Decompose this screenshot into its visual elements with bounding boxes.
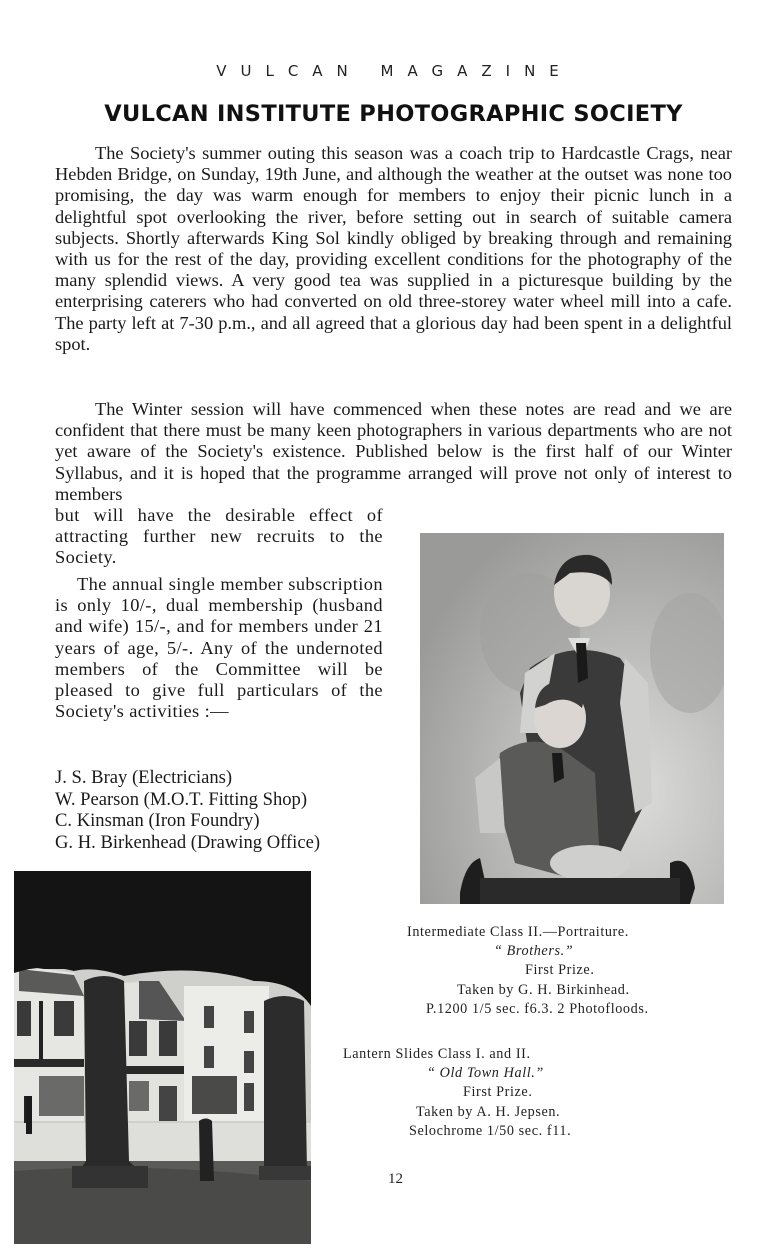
- paragraph-text: The Society's summer outing this season was a coach trip to Hardcastle Crags, near Hebden Bridge, on Sunday, 19th June, and although the weather at the outset was none too promising, the day was warm enough for members to enjoy their picnic lunch in a delightful spot overlooking the river, before setting out in search of suitable camera subjects. Shortly afterwards King Sol kindly obliged by breaking through and remaining with us for the rest of the day, providing excellent conditions for the photography of the many splendid views. A very good tea was supplied in a picturesque building by the enterprising caterers who had converted on old three-storey water wheel mill into a cafe. The party left at 7-30 p.m., and all agreed that a glorious day had been spent in a delightful spot.: [55, 143, 732, 354]
- caption-brothers: [407, 923, 707, 1019]
- article-paragraph-3: [55, 574, 383, 722]
- caption-settings: P.1200 1/5 sec. f6.3. 2 Photofloods.: [426, 1000, 649, 1017]
- caption-award: First Prize.: [463, 1084, 533, 1101]
- photo-brothers: [420, 533, 724, 904]
- article-paragraph-2-continued: [55, 505, 383, 569]
- article-paragraph-2: [55, 399, 732, 505]
- committee-member: W. Pearson (M.O.T. Fitting Shop): [55, 788, 308, 810]
- caption-settings: Selochrome 1/50 sec. f11.: [409, 1122, 572, 1139]
- committee-member: C. Kinsman (Iron Foundry): [55, 810, 260, 831]
- paragraph-text: but will have the desirable effect of attracting further new recruits to the Society.: [55, 505, 383, 568]
- caption-author: Taken by G. H. Birkinhead.: [457, 981, 630, 998]
- committee-member: G. H. Birkenhead (Drawing Office): [55, 831, 321, 853]
- committee-list: [55, 767, 320, 853]
- caption-award: First Prize.: [525, 962, 595, 979]
- committee-member: J. S. Bray (Electricians): [55, 767, 233, 788]
- town-hall-image: [14, 871, 311, 1244]
- photo-old-town-hall: [14, 871, 311, 1244]
- article-title: VULCAN INSTITUTE PHOTOGRAPHIC SOCIETY: [104, 101, 683, 127]
- paragraph-text: The Winter session will have commenced when these notes are read and we are confident that there must be many keen photographers in various departments who are not yet aware of the Society's existence. Published below is the first half of our Winter Syllabus, and it is hoped that the programme arranged will prove not only of interest to members: [55, 399, 732, 504]
- caption-class: Intermediate Class II.—Portraiture.: [407, 924, 629, 940]
- article-paragraph-1: [55, 143, 732, 355]
- running-head: VULCAN MAGAZINE: [216, 62, 573, 80]
- caption-class: Lantern Slides Class I. and II.: [343, 1046, 531, 1062]
- caption-old-town-hall: [343, 1045, 643, 1141]
- caption-title: “ Old Town Hall.”: [427, 1065, 544, 1082]
- brothers-portrait-image: [420, 533, 724, 904]
- caption-title: “ Brothers.”: [494, 943, 574, 960]
- paragraph-text: The annual single member subscription is only 10/-, dual membership (husband and wife) 15/-, and for members under 21 years of age, 5/-. Any of the undernoted members of the Committee will be pleased to give full particulars of the Society's activities :—: [55, 574, 383, 722]
- page-number: 12: [388, 1171, 403, 1187]
- caption-author: Taken by A. H. Jepsen.: [416, 1103, 561, 1120]
